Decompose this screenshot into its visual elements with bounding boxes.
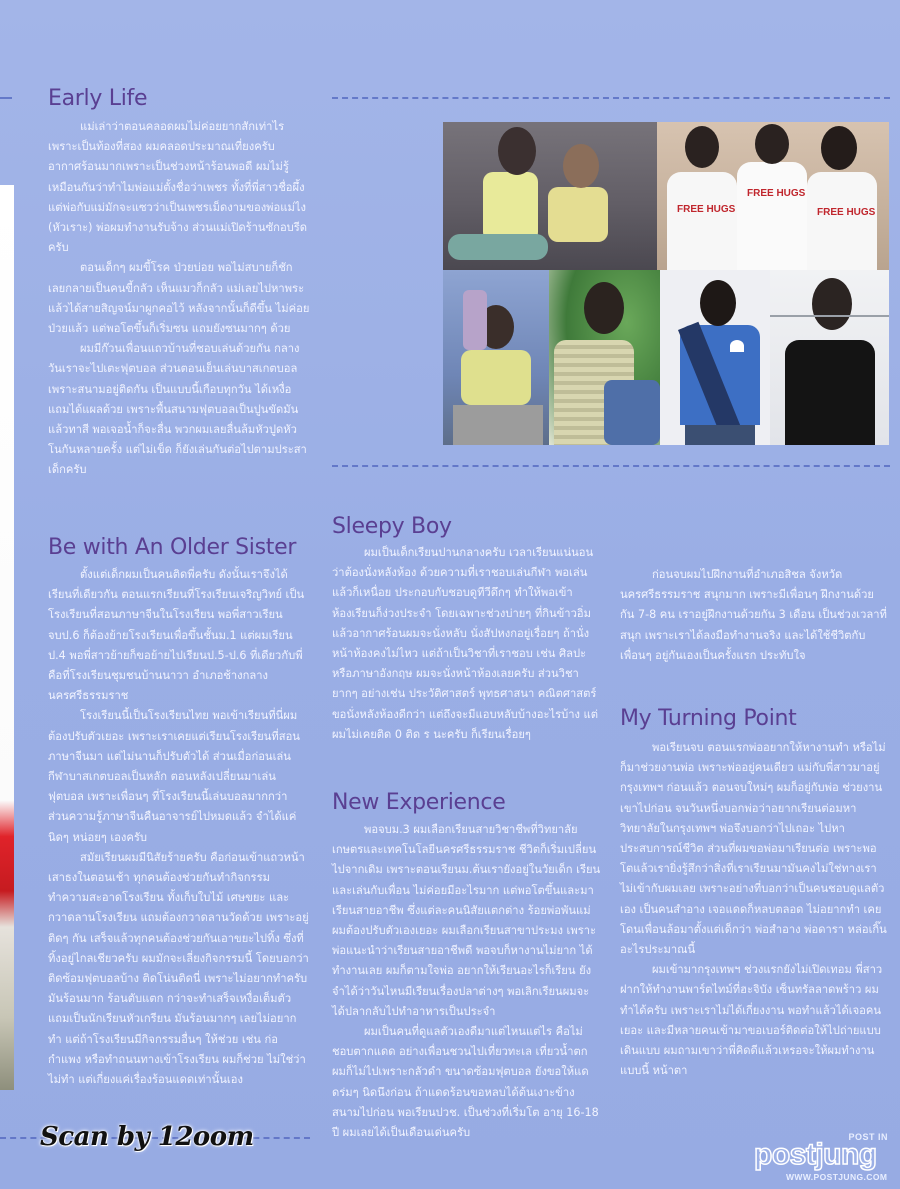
free-hugs-print: FREE HUGS bbox=[817, 207, 876, 218]
postjung-watermark bbox=[750, 1128, 900, 1186]
head-right bbox=[821, 126, 857, 170]
divider-mid-right bbox=[332, 465, 890, 467]
paragraph: ผมเข้ามากรุงเทพฯ ช่วงแรกยังไม่เปิดเทอม พี่สาวฝากให้ทำงานพาร์ตไทม์ที่ฮะจิบัง เซ็นทรัลลาดพร้าว ผมทำได้ครับ เพราะเราไม่ได้เกี่ยงงาน พอทำแล้วได้เจอคนเยอะ และมีหลายคนเข้ามาขอเบอร์ติดต่อให้ไปถ่ายแบบ เดินแบบ ผมถามเขาว่าพี่คิดดีแล้วเหรอจะให้ผมทำงานแบบนี้ หน้าตา bbox=[620, 963, 883, 1078]
head-left bbox=[685, 126, 719, 168]
child-yellow-shirt bbox=[483, 172, 538, 242]
head-middle bbox=[755, 124, 789, 164]
heart-print-icon bbox=[730, 340, 744, 352]
divider-top-left bbox=[0, 97, 12, 99]
sash-blue-tshirt-photo bbox=[660, 270, 770, 445]
paragraph: ตั้งแต่เด็กผมเป็นคนติดพี่ครับ ดังนั้นเราจึงได้เรียนที่เดียวกัน ตอนแรกเรียนที่โรงเรียนเจริญวิทย์ เป็นโรงเรียนที่สอนภาษาจีนในโรงเรียน พอพี่สาวเรียนจบป.6 ก็ต้องย้ายโรงเรียนเพื่อขึ้นชั้นม.1 แต่ผมเรียนป.4 พอพี่สาวย้ายก็ขอย้ายไปเรียนป.5-ป.6 ที่เดียวกับพี่ คือที่โรงเรียนชุมชนบ้านนาวา อำเภอช้างกลาง นครศรีธรรมราช bbox=[48, 568, 305, 703]
baby-yellow-shirt bbox=[548, 187, 608, 242]
new-experience-text bbox=[332, 820, 602, 1143]
adjacent-page-photo-edge bbox=[0, 185, 14, 1090]
scan-credit: Scan by 12oom bbox=[40, 1122, 254, 1152]
heading-sleepy-boy: Sleepy Boy bbox=[332, 514, 452, 539]
stone-seat bbox=[453, 405, 543, 445]
heading-early-life: Early Life bbox=[48, 86, 148, 111]
tshirt-left bbox=[667, 172, 737, 270]
teen-striped-shirt-photo bbox=[549, 270, 660, 445]
jeans bbox=[604, 380, 660, 445]
paragraph: ผมเป็นเด็กเรียนปานกลางครับ เวลาเรียนแน่นอนว่าต้องนั่งหลังห้อง ด้วยความที่เราชอบเล่นกีฬา พอเล่นแล้วก็เหนื่อย ประกอบกับชอบดูทีวีดึกๆ ทำให้พอเข้าห้องเรียนก็ง่วงประจำ โดยเฉพาะช่วงบ่ายๆ ที่กินข้าวอิ่มแล้วอากาศร้อนผมจะนั่งหลับ นั่งสัปหงกอยู่เรื่อยๆ ถ้านั่งหน้าห้องคงไม่ไหว แต่ถ้าเป็นวิชาที่เราชอบ เช่น ศิลปะหรือภาษาอังกฤษ ผมจะนั่งหน้าห้องเลยครับ ส่วนวิชายากๆ อย่างเช่น ประวัติศาสตร์ พุทธศาสนา คณิตศาสตร์ ขอนั่งหลังห้องดีกว่า แต่ถึงจะมีแอบหลับบ้างอะไรบ้าง แต่ผมไม่เคยติด 0 ติด ร นะครับ ก็เรียนเรื่อยๆ bbox=[332, 546, 598, 741]
heading-older-sister: Be with An Older Sister bbox=[48, 535, 297, 560]
turning-point-text bbox=[620, 738, 888, 1081]
jeans bbox=[685, 425, 755, 445]
heading-turning-point: My Turning Point bbox=[620, 706, 797, 731]
paragraph: พอจบม.3 ผมเลือกเรียนสายวิชาชีพที่วิทยาลัยเกษตรและเทคโนโลยีนครศรีธรรมราช ชีวิตก็เริ่มเปลี่ยนไปจากเดิม เพราะตอนเรียนม.ต้นเรายังอยู่ในวัยเด็ก เรียนและเล่นกับเพื่อน ไม่ค่อยมีอะไรมาก แต่พอโตขึ้นและมาเรียนสายอาชีพ ซึ่งแต่ละคนนิสัยแตกต่าง ร้อยพ่อพันแม่ ผมต้องปรับตัวเองเยอะ ผมเลือกเรียนสาขาประมง เพราะพ่อแนะนำว่าเรียนสายอาชีพดี พอจบก็หางานไม่ยาก ได้ทำงานเลย ผมก็ตามใจพ่อ อยากให้เรียนอะไรก็เรียน ยังจำได้ว่าวันไหนมีเรียนเรื่องปลาต่างๆ พอเลิกเรียนผมจะได้ปลากลับไปทำอาหารเป็นประจำ bbox=[332, 823, 601, 1018]
sleepy-boy-text bbox=[332, 543, 602, 745]
paragraph: สมัยเรียนผมมีนิสัยร้ายครับ คือก่อนเข้าแถวหน้าเสาธงในตอนเช้า ทุกคนต้องช่วยกันทำกิจกรรมทำความสะอาดโรงเรียน ทั้งเก็บใบไม้ เศษขยะ และกวาดลานโรงเรียน แถมต้องกวาดลานวัดด้วย เพราะอยู่ติดๆ กัน เสร็จแล้วทุกคนต้องช่วยกันเอาขยะไปทิ้ง ซึ่งที่ทิ้งอยู่ไกลเชียวครับ ผมมักจะเลี่ยงกิจกรรมนี้ โดยบอกว่าติดซ้อมฟุตบอลบ้าง ติดโน่นติดนี่ เพราะไม่อยากทำครับ มันร้อนมาก ร้อนตับแตก กว่าจะทำเสร็จเหงื่อเต็มตัว แถมเป็นนักเรียนหัวเกรียน มันร้อนมากๆ เลยไม่อยากทำ แต่ถ้าโรงเรียนมีกิจกรรมอื่นๆ ให้ช่วย เช่น ก่อกำแพง หรือทำถนนทางเข้าโรงเรียน ผมก็ช่วย ไม่ใช่ว่าไม่ทำ แต่เกี่ยงแค่เรื่องร้อนแดดเท่านั้นเอง bbox=[48, 850, 309, 1087]
child-pants bbox=[448, 234, 548, 260]
free-hugs-group-photo bbox=[657, 122, 889, 270]
paragraph: ผมเป็นคนที่ดูแลตัวเองดีมาแต่ไหนแต่ไร คือไม่ชอบตากแดด อย่างเพื่อนชวนไปเที่ยวทะเล เที่ยวน้ำตก ผมก็ไม่ไปเพราะกลัวดำ ขนาดซ้อมฟุตบอล ยังขอให้แดดร่มๆ นิดนึงก่อน ถ้าแดดร้อนขอหลบได้ต้นเงาะข้างสนามไปก่อน พอเรียนปวช. เป็นช่วงที่เริ่มโต อายุ 16-18 ปี ผมเลยได้เป็นเดือนเด่นครับ bbox=[332, 1025, 599, 1140]
railing bbox=[770, 315, 889, 317]
watermark-post-in: POST IN bbox=[848, 1132, 888, 1142]
child-portrait-photo bbox=[443, 270, 549, 445]
head bbox=[812, 278, 852, 330]
photo-collage bbox=[443, 122, 889, 445]
black-polo-photo bbox=[770, 270, 889, 445]
background-person bbox=[463, 290, 487, 350]
tshirt-right bbox=[807, 172, 877, 270]
early-life-text bbox=[48, 117, 310, 481]
paragraph: โรงเรียนนี้เป็นโรงเรียนไทย พอเข้าเรียนที่นี่ผมต้องปรับตัวเยอะ เพราะเราเคยแต่เรียนโรงเรียนที่สอนภาษาจีนมา แต่ไม่นานก็ปรับตัวได้ ส่วนเมื่อก่อนเล่นกีฬาบาสเกตบอลเป็นหลัก ตอนหลังเปลี่ยนมาเล่นฟุตบอล เพราะเพื่อนๆ ที่โรงเรียนนี้เล่นบอลมากกว่า ส่วนความรู้ภาษาจีนคืนอาจารย์ไปหมดแล้ว จำได้แค่นิดๆ หน่อยๆ เองครับ bbox=[48, 709, 300, 844]
baby-head bbox=[563, 144, 599, 188]
divider-top-right bbox=[332, 97, 890, 99]
free-hugs-print: FREE HUGS bbox=[747, 188, 806, 199]
paragraph: พอเรียนจบ ตอนแรกพ่ออยากให้หางานทำ หรือไม่ก็มาช่วยงานพ่อ เพราะพ่ออยู่คนเดียว แม่กับพี่สาวมาอยู่กรุงเทพฯ ก่อนแล้ว ตอนจบใหม่ๆ ผมก็อยู่กับพ่อ ช่วยงานเขาไปก่อน จนวันหนึ่งบอกพ่อว่าอยากเรียนต่อมหาวิทยาลัยในกรุงเทพฯ พ่อจึงบอกว่าไปเถอะ ไปหาประสบการณ์ชีวิต ส่วนที่ผมขอพ่อมาเรียนต่อ เพราะพอโตแล้วเรายิ่งรู้สึกว่าสิ่งที่เราเรียนมามันคงไม่ใช่ทางเรา ไม่เข้ากับผมเลย เพราะอย่างที่บอกว่าเป็นคนชอบดูแลตัวเอง เป็นคนสำอาง เจอแดดก็หลบตลอด ไม่อยากทำ เคยโดนเพื่อนล้อมาตั้งแต่เด็กว่า พ่อสำอาง พ่อดารา หล่อเกิ๊น อะไรประมาณนี้ bbox=[620, 741, 887, 957]
childhood-siblings-photo bbox=[443, 122, 657, 270]
heading-new-experience: New Experience bbox=[332, 790, 506, 815]
paragraph: ก่อนจบผมไปฝึกงานที่อำเภอสิชล จังหวัดนครศรีธรรมราช สนุกมาก เพราะมีเพื่อนๆ ฝึกงานด้วยกัน 7-8 คน เราอยู่ฝึกงานด้วยกัน 3 เดือน เป็นช่วงเวลาที่สนุก เพราะเราได้ลงมือทำงานจริง และได้ใช้ชีวิตกับเพื่อนๆ อยู่กันเองเป็นครั้งแรก ประทับใจ bbox=[620, 568, 887, 662]
paragraph: แม่เล่าว่าตอนคลอดผมไม่ค่อยยากสักเท่าไร เพราะเป็นท้องที่สอง ผมคลอดประมาณเที่ยงครับ อากาศร้อนมากเพราะเป็นช่วงหน้าร้อนพอดี ผมไม่รู้เหมือนกันว่าทำไมพ่อแม่ตั้งชื่อว่าเพชร ทั้งที่พี่สาวชื่อผึ้ง แต่พ่อกับแม่มักจะแซวว่าเป็นเพชรเม็ดงามของพ่อแม่ไง (หัวเราะ) พ่อผมทำงานรับจ้าง ส่วนแม่เปิดร้านซักอบรีดครับ bbox=[48, 120, 308, 255]
new-experience-continued-text bbox=[620, 565, 888, 666]
teen-head bbox=[584, 282, 624, 334]
paragraph: ผมมีก๊วนเพื่อนแถวบ้านที่ชอบเล่นด้วยกัน กลางวันเราจะไปเตะฟุตบอล ส่วนตอนเย็นเล่นบาสเกตบอล เพราะสนามอยู่ติดกัน เป็นแบบนี้เกือบทุกวัน ได้เหงื่อ แถมได้แผลด้วย เพราะพื้นสนามฟุตบอลเป็นปูนขัดมันแล้วทาสี พอเจอน้ำก็จะลื่น พวกผมเลยลื่นล้มหัวปูดหัวโนกันหลายครั้ง แต่ไม่เข็ด ก็ยังเล่นกันต่อไปตามประสาเด็กครับ bbox=[48, 342, 307, 477]
black-polo bbox=[785, 340, 875, 445]
paragraph: ตอนเด็กๆ ผมขี้โรค ป่วยบ่อย พอไม่สบายก็ชัก เลยกลายเป็นคนขี้กลัว เห็นแมวก็กลัว แม่เลยไปหาพระ แล้วได้สายสิญจน์มาผูกคอไว้ หลังจากนั้นก็ดีขึ้น ไม่ค่อยป่วยแล้ว แต่พอโตขึ้นก็เริ่มซน แถมยังซนมากๆ ด้วย bbox=[48, 261, 310, 336]
watermark-brand: postjung bbox=[754, 1138, 877, 1171]
free-hugs-print: FREE HUGS bbox=[677, 204, 736, 215]
head bbox=[700, 280, 736, 326]
child-head bbox=[498, 127, 536, 175]
tshirt-middle bbox=[737, 162, 807, 270]
watermark-url: WWW.POSTJUNG.COM bbox=[786, 1172, 888, 1182]
child-shirt bbox=[461, 350, 531, 405]
older-sister-text bbox=[48, 565, 310, 1090]
